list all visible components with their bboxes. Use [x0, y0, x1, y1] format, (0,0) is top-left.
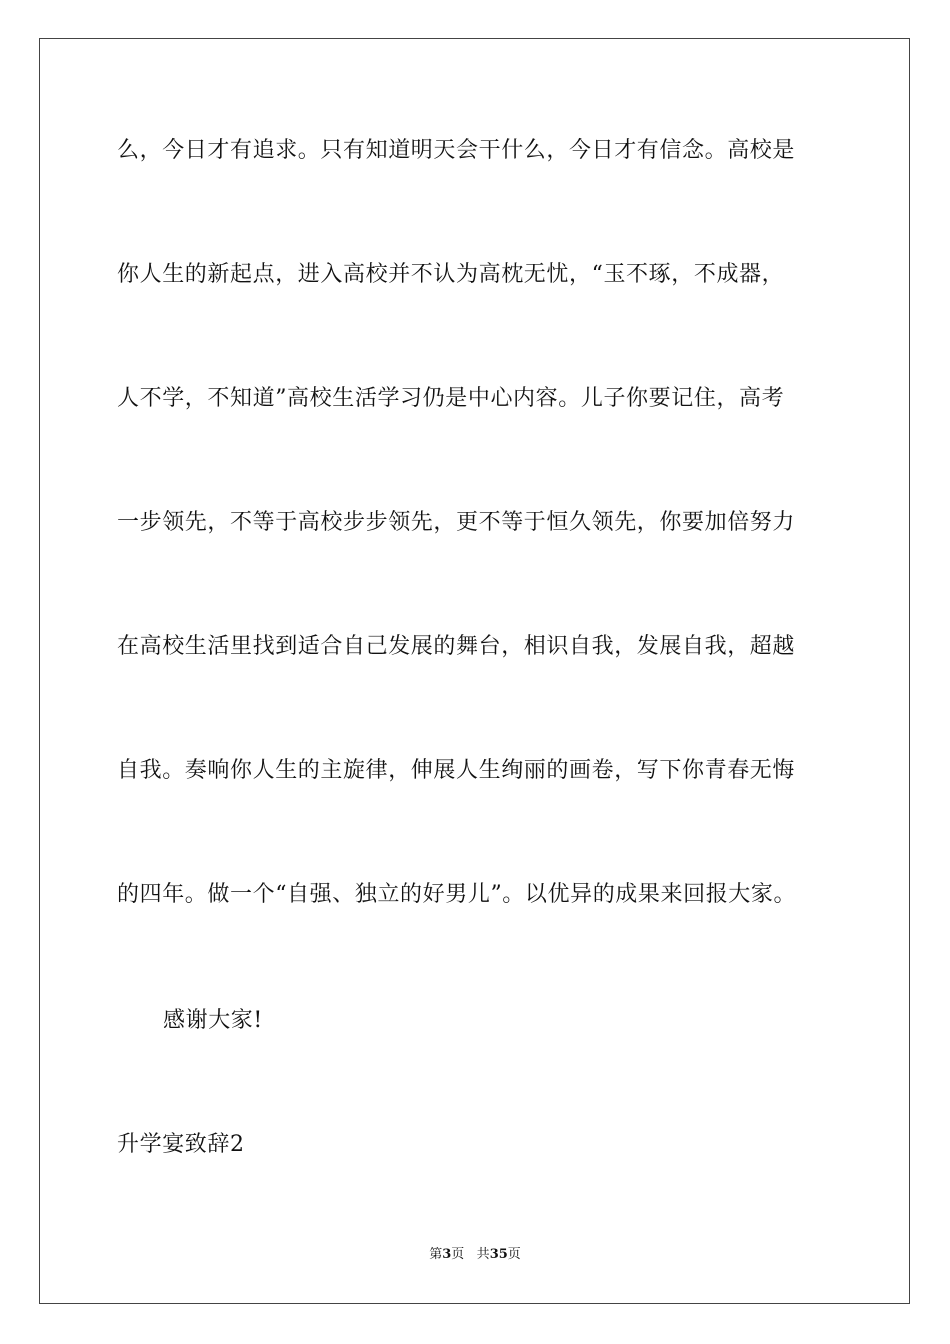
closing-thanks: 感谢大家! [163, 1008, 263, 1033]
page-border [39, 38, 910, 1304]
footer-total-pages: 35 [489, 1247, 508, 1262]
footer-page-word: 页 [451, 1247, 465, 1262]
body-line-5: 在高校生活里找到适合自己发展的舞台，相识自我，发展自我，超越 [117, 634, 796, 659]
body-line-6: 自我。奏响你人生的主旋律，伸展人生绚丽的画卷，写下你青春无悔 [117, 758, 796, 783]
section-title: 升学宴致辞2 [117, 1132, 245, 1157]
body-line-1: 么，今日才有追求。只有知道明天会干什么，今日才有信念。高校是 [117, 138, 796, 163]
footer-current-page: 3 [442, 1247, 452, 1262]
body-line-7: 的四年。做一个“自强、独立的好男儿”。以优异的成果来回报大家。 [117, 882, 797, 907]
body-line-4: 一步领先，不等于高校步步领先，更不等于恒久领先，你要加倍努力 [117, 510, 796, 535]
footer-prefix: 第 [429, 1247, 443, 1262]
footer-total-suffix: 页 [507, 1247, 521, 1262]
body-line-2: 你人生的新起点，进入高校并不认为高枕无忧，“玉不琢，不成器， [117, 262, 785, 287]
page-footer [0, 1246, 950, 1264]
body-line-3: 人不学，不知道”高校生活学习仍是中心内容。儿子你要记住，高考 [117, 386, 785, 411]
footer-total-prefix: 共 [476, 1247, 490, 1262]
